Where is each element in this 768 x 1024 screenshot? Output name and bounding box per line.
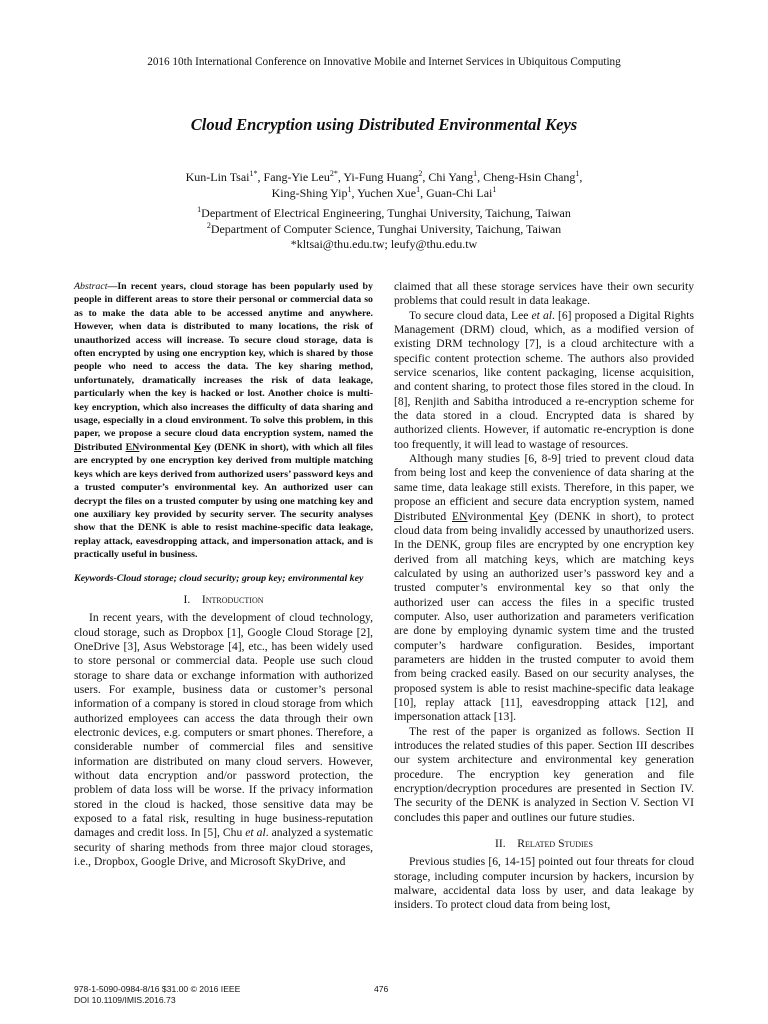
affiliation-1: Department of Electrical Engineering, Tunghai University, Taichung, Taiwan: [201, 206, 571, 220]
author-name: Chi Yang: [428, 170, 474, 184]
section-number: II.: [495, 837, 506, 851]
affiliation-2: Department of Computer Science, Tunghai University, Taichung, Taiwan: [210, 221, 562, 236]
acronym-letter: D: [394, 509, 403, 523]
author-list: Kun-Lin Tsai$^{1*}$, Fang-Yie Leu$^{2*}$, Yi-Fung Huang$^2$, Chi Yang$^1$, Cheng-Hsin Chang$^1$, King-Shing Yip$^1$, Yuchen Xue$^1$, Guan-Chi Lai$^1$: [185, 169, 583, 200]
acronym-text: istributed: [81, 441, 126, 453]
author-name: Cheng-Hsin Chang: [483, 170, 576, 184]
paragraph-text: In recent years, with the development of cloud technology, cloud storage, such as Dropbox [1], Google Cloud Storage [2], OneDrive [3], Asus Webstorage [4], etc., has been widely used to store personal or commercial data. People use such cloud storage to share data or exchange information with authorized users. For example, business data or customer’s personal information of a company is stored in cloud storage from which authorized employees can access the data through their own electronic devices, e.g. computers or smart phones. Therefore, a considerable number of commercial files and sensitive information are distributed on many cloud servers. However, without data encryption and/or password protection, the problem of data loss will be worse. If the privacy information stored in the cloud is hacked, those sensitive data may be exposed to a fatal risk, resulting in huge business-reputation damages and credit loss. In [5], Chu: [74, 611, 373, 840]
author-affiliation-mark: 1: [473, 169, 478, 178]
author-affiliation-mark: 1: [492, 184, 497, 194]
author-affiliation-mark: 1: [347, 184, 352, 194]
section-title: Introduction: [201, 592, 264, 606]
paragraph-text: . [6] proposed a Digital Rights Management (DRM) cloud, which, as a modified version of existing DRM technology [7], is a cloud architecture with a specific content protection scheme. The authors also provided service scenarios, like content packaging, license acquisition, and content sharing, to protect those files stored in the cloud. In [8], Renjith and Sabitha introduced a re-encryption scheme for the data stored in a cloud. Encrypted data is shared by authorized clients. However, if automatic re-encryption is done too frequently, it will lead to wastage of resources.: [394, 308, 694, 451]
author-name: Guan-Chi Lai: [426, 185, 493, 200]
abstract-text: In recent years, cloud storage has been popularly used by people in different areas to store their personal or commercial data so as to make the data able to be accessed anytime and anywhere. However, when data is distributed to many locations, the risk of unauthorized access will increase. To secure cloud storage, data is often encrypted by using one encryption key, which is shared by those people who need to access the data. The key sharing method, unfortunately, dramatically increases the risk of data leakage, particularly when the key is hacked or lost. Another choice is multi-key encryption, which also increases the difficulty of data sharing and usage, especially in a cloud environment. To solve this problem, in this paper, we propose a secure cloud data encryption system, named the: [74, 281, 373, 440]
affiliations: [0, 206, 768, 253]
paragraph: The rest of the paper is organized as follows. Section II introduces the related studies of this paper. Section III describes our system architecture and environmental key generation procedure. The encryption key generation and file encryption/decryption procedures are presented in Section IV. The security of the DENK is analyzed in Section V. Section VI concludes this paper and outlines our future studies.: [394, 724, 694, 824]
acronym-letter: K: [193, 441, 202, 453]
paragraph: [74, 611, 373, 869]
acronym-text: vironmental: [467, 509, 530, 523]
page-number: 476: [374, 984, 389, 994]
abstract-text: (DENK in short), with which all files are encrypted by one encryption key derived from multiple matching keys which are keys derived from authorized users’ password keys and a trusted computer’s environmental key. An authorized user can decrypt the files on a trusted computer by using one matching key and one auxiliary key provided by security server. The security analyses show that the DENK is able to resist machine-specific data leakage, replay attack, eavesdropping attack, and impersonation attack, and is practically useful in business.: [74, 441, 373, 561]
affiliation-mark: 1: [197, 205, 202, 214]
paragraph-text: (DENK in short), to protect cloud data from being invalidly accessed by unauthorized users. In the DENK, group files are encrypted by one encryption key derived from all matching keys, which are matching keys calculated by using an authorized user’s password key and a trusted computer’s environmental key so that only the authorized user can access the files in a specific trusted computer. Also, user authorization and parameters verification are done by employing dynamic system time and the trusted computer’s hardware configuration. Besides, important parameters are hidden in the trusted computer to avoid them from being cracked easily. Based on our security analyses, the proposed system is able to resist machine-specific data leakage [10], replay attack [11], eavesdropping attack [12], and impersonation attack [13].: [394, 509, 695, 724]
acronym-text: istributed: [402, 509, 452, 523]
author-emails: *kltsai@thu.edu.tw; leufy@thu.edu.tw: [290, 237, 478, 251]
et-al: et al: [245, 826, 266, 840]
author-affiliation-mark: 2: [418, 169, 423, 178]
acronym-text: ey: [537, 509, 549, 523]
right-column: [394, 280, 694, 913]
conference-header: 2016 10th International Conference on Innovative Mobile and Internet Services in Ubiquitous Computing: [147, 56, 621, 68]
acronym-letter: K: [529, 509, 538, 523]
doi-line: DOI 10.1109/IMIS.2016.73: [74, 995, 176, 1006]
section-number: I.: [183, 592, 191, 606]
footer-copyright: [74, 984, 240, 1007]
paragraph-text: To secure cloud data, Lee: [409, 308, 532, 322]
section-title: Related Studies: [517, 837, 593, 851]
acronym-text: vironmental: [139, 441, 194, 453]
author-name: Fang-Yie Leu: [263, 170, 330, 184]
acronym-text: ey: [201, 441, 211, 453]
paragraph: [394, 452, 694, 725]
paper-title: Cloud Encryption using Distributed Environmental Keys: [190, 115, 578, 134]
author-name: King-Shing Yip: [271, 185, 348, 200]
abstract-dash: —: [107, 281, 118, 292]
author-affiliation-mark: 1*: [249, 169, 258, 178]
section-heading-related-studies: [394, 837, 694, 851]
acronym-letter: D: [74, 441, 82, 453]
acronym-letter: EN: [452, 509, 468, 523]
abstract: [74, 280, 373, 562]
paragraph-text: Although many studies [6, 8-9] tried to prevent cloud data from being lost and keep the convenience of data sharing at the same time, data leakage still exists. Therefore, in this paper, we propose an efficient and secure data encryption system, named: [394, 452, 694, 509]
left-column: [74, 280, 373, 869]
affiliation-mark: 2: [206, 220, 211, 230]
author-name: Yuchen Xue: [357, 185, 417, 200]
paragraph-text: . analyzed a systematic security of sharing methods from three major cloud storages, i.e., Dropbox, Google Drive, and Microsoft SkyDrive, and: [74, 826, 373, 869]
keywords: Keywords-Cloud storage; cloud security; group key; environmental key: [74, 572, 364, 584]
paragraph: claimed that all these storage services have their own security problems that could result in data leakage.: [394, 280, 694, 308]
et-al: et al: [531, 308, 552, 322]
isbn-line: 978-1-5090-0984-8/16 $31.00 © 2016 IEEE: [74, 984, 241, 994]
author-name: Kun-Lin Tsai: [185, 170, 250, 184]
author-affiliation-mark: 1: [416, 184, 421, 194]
section-heading-introduction: [74, 593, 373, 607]
author-affiliation-mark: 2*: [329, 169, 338, 178]
paragraph: [394, 309, 694, 452]
acronym-letter: EN: [125, 441, 140, 453]
paragraph: Previous studies [6, 14-15] pointed out four threats for cloud storage, including computer incursion by hackers, incursion by malware, accidental data loss by user, and data leakage by insiders. To protect cloud data from being lost,: [394, 855, 694, 912]
abstract-label: Abstract: [74, 281, 108, 292]
author-name: Yi-Fung Huang: [343, 170, 419, 184]
author-affiliation-mark: 1: [575, 169, 580, 178]
